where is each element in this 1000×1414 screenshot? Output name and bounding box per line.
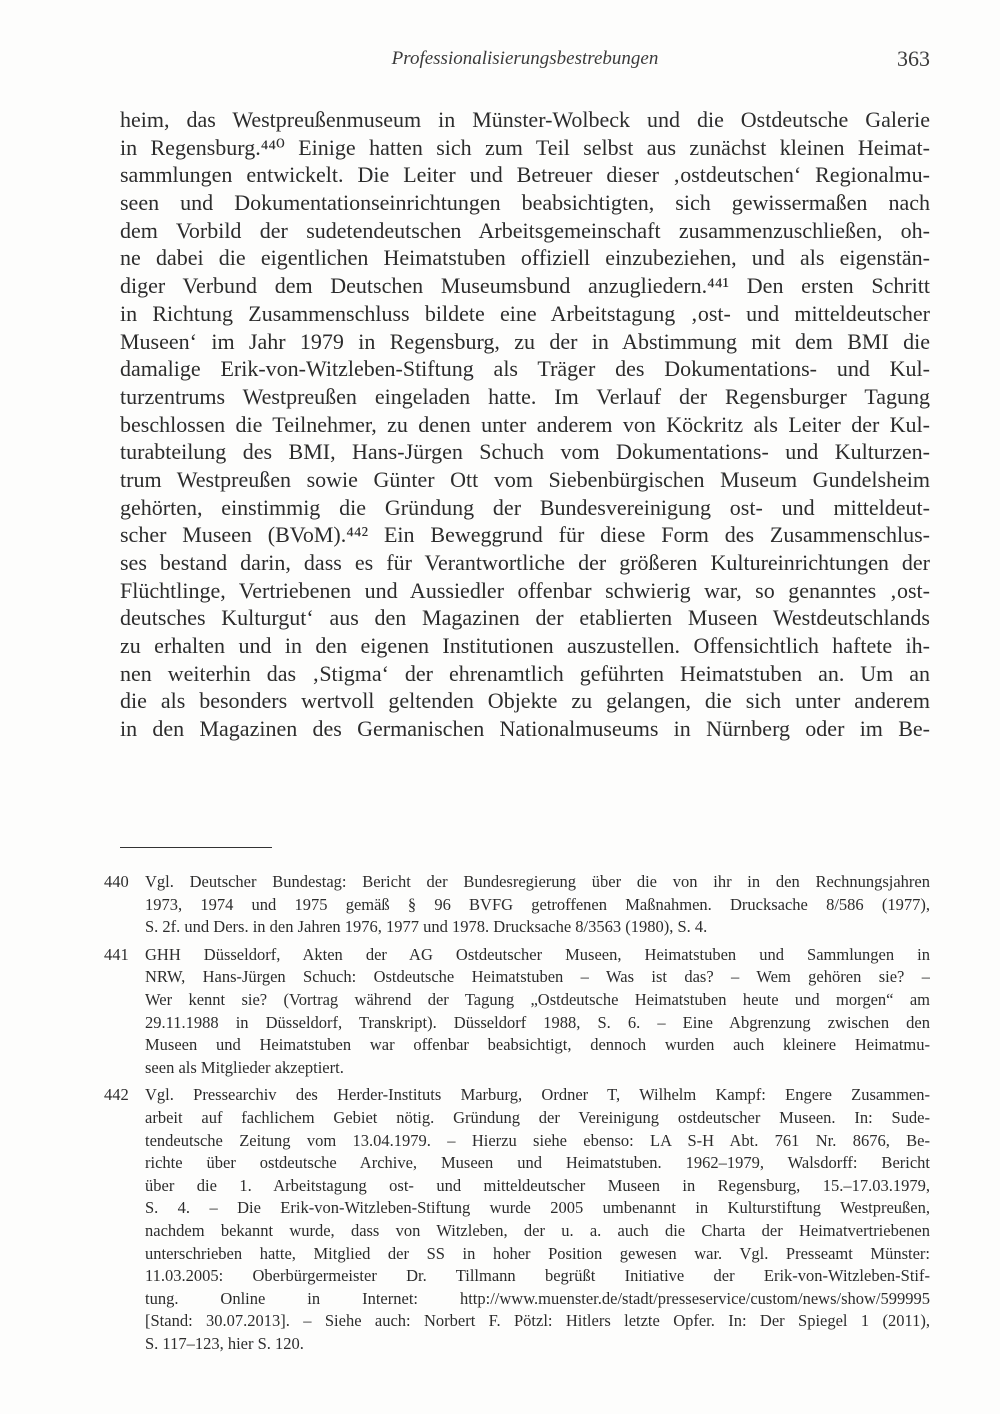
body-line: Flüchtlinge, Vertriebenen und Aussiedler offenbar schwierig war, so genanntes ‚ost- — [120, 577, 930, 603]
footnote-divider — [120, 847, 272, 848]
footnote-line: über die 1. Arbeitstagung ost- und mitteldeutscher Museen in Regensburg, 15.–17.03.1979, — [145, 1175, 930, 1195]
footnote-line: NRW, Hans-Jürgen Schuch: Ostdeutsche Heimatstuben – Was ist das? – Wem gehören sie? – — [145, 967, 930, 987]
running-head — [120, 44, 930, 74]
body-line: trum Westpreußen sowie Günter Ott vom Siebenbürgischen Museum Gundelsheim — [120, 466, 930, 492]
body-line: die als besonders wertvoll geltenden Objekte zu gelangen, die sich unter anderem — [120, 688, 930, 714]
footnote-line: Vgl. Deutscher Bundestag: Bericht der Bundesregierung über die von ihr in den Rechnungsjahren — [145, 872, 930, 891]
body-line: in Richtung Zusammenschluss bildete eine Arbeitstagung ‚ost- und mitteldeutscher — [120, 300, 930, 326]
body-line: damalige Erik-von-Witzleben-Stiftung als Träger des Dokumentations- und Kul- — [120, 356, 930, 382]
body-line: heim, das Westpreußenmuseum in Münster-Wolbeck und die Ostdeutsche Galerie — [120, 107, 930, 132]
footnote-line: 1973, 1974 und 1975 gemäß § 96 BVFG getroffenen Maßnahmen. Drucksache 8/586 (1977), — [145, 894, 930, 914]
main-body-text — [120, 106, 930, 743]
body-line: deutsches Kulturgut‘ aus den Magazinen der etablierten Museen Westdeutschlands — [120, 605, 930, 631]
footnote-text — [145, 871, 930, 939]
footnote-line: Museen und Heimatstuben war offenbar beabsichtigt, dennoch wurden auch kleinere Heimatmu- — [145, 1035, 930, 1055]
footnote-441 — [104, 944, 930, 1080]
running-title: Professionalisierungsbestrebungen — [391, 48, 659, 69]
body-line: ne dabei die eigentlichen Heimatstuben offiziell einzubeziehen, und als eigenstän- — [120, 245, 930, 271]
body-line: sammlungen entwickelt. Die Leiter und Betreuer dieser ‚ostdeutschen‘ Regionalmu- — [120, 162, 930, 188]
page-number: 363 — [897, 46, 930, 71]
body-line: diger Verbund dem Deutschen Museumsbund anzugliedern.⁴⁴¹ Den ersten Schritt — [120, 273, 930, 299]
body-line: gehörten, einstimmig die Gründung der Bundesvereinigung ost- und mitteldeut- — [120, 494, 930, 520]
footnote-line: tung. Online in Internet: http://www.muenster.de/stadt/presseservice/custom/news/show/599995 — [145, 1288, 930, 1308]
footnote-line: 29.11.1988 in Düsseldorf, Transkript). Düsseldorf 1988, S. 6. – Eine Abgrenzung zwischen den — [145, 1012, 930, 1032]
footnote-line: S. 117–123, hier S. 120. — [145, 1333, 304, 1353]
footnote-440 — [104, 871, 930, 939]
footnote-line: S. 2f. und Ders. in den Jahren 1976, 1977 und 1978. Drucksache 8/3563 (1980), S. 4. — [145, 917, 708, 937]
footnote-line: S. 4. – Die Erik-von-Witzleben-Stiftung wurde 2005 umbenannt in Kulturstiftung Westpreußen, — [145, 1198, 930, 1218]
footnote-line: [Stand: 30.07.2013]. – Siehe auch: Norbert F. Pötzl: Hitlers letzte Opfer. In: Der Spiegel 1 (2011), — [145, 1311, 930, 1331]
body-line: turabteilung des BMI, Hans-Jürgen Schuch vom Dokumentations- und Kulturzen- — [120, 439, 930, 465]
footnote-line: Wer kennt sie? (Vortrag während der Tagung „Ostdeutsche Heimatstuben heute und morgen“ am — [145, 989, 930, 1009]
footnote-number: 440 — [104, 872, 129, 891]
footnote-line: unterschrieben hatte, Mitglied der SS in hoher Position gewesen war. Vgl. Presseamt Münster: — [145, 1243, 930, 1263]
body-line: in Regensburg.⁴⁴⁰ Einige hatten sich zum Teil selbst aus zunächst kleinen Heimat- — [120, 134, 930, 160]
footnote-line: richte über ostdeutsche Archive, Museen und Heimatstuben. 1962–1979, Walsdorff: Bericht — [145, 1153, 930, 1173]
footnote-line: nachdem bekannt wurde, dass von Witzleben, der u. a. auch die Charta der Heimatvertriebenen — [145, 1220, 930, 1240]
footnote-number: 442 — [104, 1085, 129, 1105]
footnote-text — [145, 1084, 930, 1355]
footnote-number: 441 — [104, 944, 129, 964]
body-line: beschlossen die Teilnehmer, zu denen unter anderem von Köckritz als Leiter der Kul- — [120, 411, 930, 437]
body-line: in den Magazinen des Germanischen Nationalmuseums in Nürnberg oder im Be- — [120, 716, 930, 742]
footnote-442 — [104, 1084, 930, 1355]
footnote-line: tendeutsche Zeitung vom 13.04.1979. – Hierzu siehe ebenso: LA S-H Abt. 761 Nr. 8676, Be- — [145, 1130, 930, 1150]
footnote-line: arbeit auf fachlichem Gebiet nötig. Gründung der Vereinigung ostdeutscher Museen. In: Sude- — [145, 1107, 930, 1127]
body-line: nen weiterhin das ‚Stigma‘ der ehrenamtlich geführten Heimatstuben an. Um an — [120, 660, 930, 686]
body-line: turzentrums Westpreußen eingeladen hatte. Im Verlauf der Regensburger Tagung — [120, 383, 930, 409]
body-line: ses bestand darin, dass es für Verantwortliche der größeren Kultureinrichtungen der — [120, 550, 930, 575]
body-line: dem Vorbild der sudetendeutschen Arbeitsgemeinschaft zusammenzuschließen, oh- — [120, 217, 930, 243]
footnotes-section — [104, 871, 930, 1360]
body-line: seen und Dokumentationseinrichtungen beabsichtigten, sich gewissermaßen nach — [120, 190, 930, 216]
footnote-line: seen als Mitglieder akzeptiert. — [145, 1057, 344, 1077]
footnote-line: Vgl. Pressearchiv des Herder-Instituts Marburg, Ordner T, Wilhelm Kampf: Engere Zusammen- — [145, 1085, 930, 1105]
body-line: scher Museen (BVoM).⁴⁴² Ein Beweggrund für diese Form des Zusammenschlus- — [120, 522, 930, 548]
footnote-text — [145, 944, 930, 1080]
body-line: Museen‘ im Jahr 1979 in Regensburg, zu der in Abstimmung mit dem BMI die — [120, 328, 930, 354]
body-line: zu erhalten und in den eigenen Institutionen auszustellen. Offensichtlich haftete ih- — [120, 633, 930, 659]
footnote-line: 11.03.2005: Oberbürgermeister Dr. Tillmann begrüßt Initiative der Erik-von-Witzleben-Stif- — [145, 1266, 930, 1286]
footnote-line: GHH Düsseldorf, Akten der AG Ostdeutscher Museen, Heimatstuben und Sammlungen in — [145, 944, 930, 964]
